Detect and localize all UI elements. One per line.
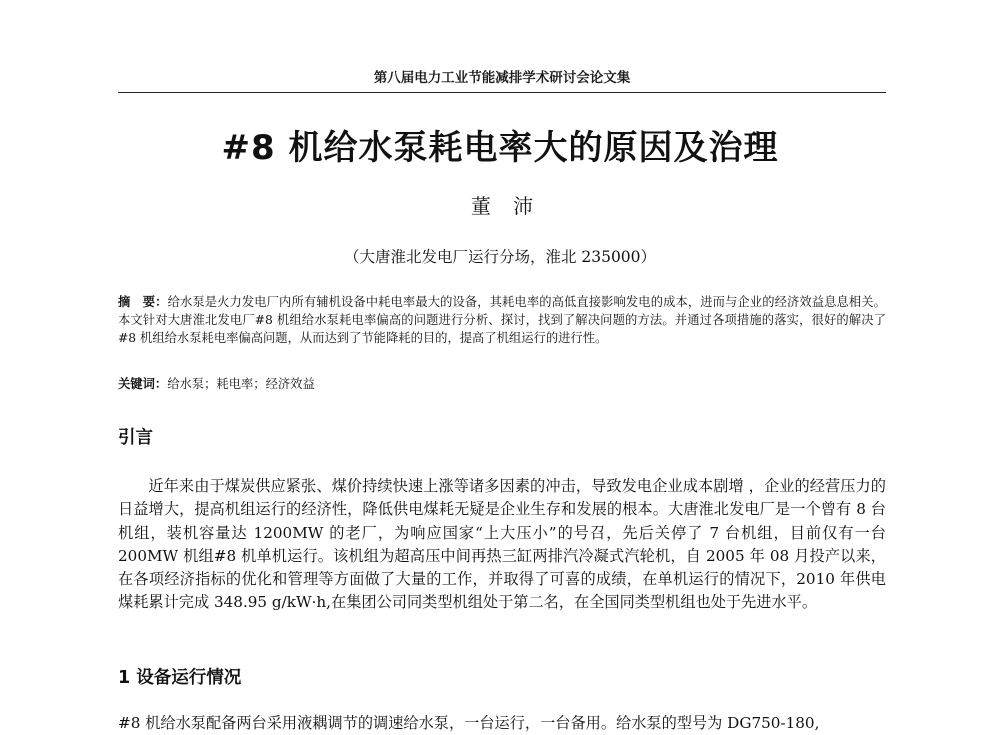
running-header: 第八届电力工业节能减排学术研讨会论文集	[373, 70, 631, 86]
abstract-label: 摘 要：	[118, 295, 168, 309]
author-affiliation: （大唐淮北发电厂运行分场，淮北 235000）	[343, 248, 657, 266]
abstract	[118, 293, 886, 347]
section1-heading: 1 设备运行情况	[118, 668, 242, 688]
abstract-text: 给水泵是火力发电厂内所有辅机设备中耗电率最大的设备，其耗电率的高低直接影响发电的成本，进而与企业的经济效益息息相关。本文针对大唐淮北发电厂#8 机组给水泵耗电率偏高的问题进行分析、探讨，找到了解决问题的方法。并通过各项措施的落实，很好的解决了#8 机组给水泵耗电率偏高问题，从而达到了节能降耗的目的，提高了机组运行的进行性。	[118, 295, 886, 345]
section1-paragraph: #8 机给水泵配备两台采用液耦调节的调速给水泵，一台运行，一台备用。给水泵的型号为 DG750-180,	[118, 714, 820, 732]
header-rule	[118, 92, 886, 93]
paper-title: #8 机给水泵耗电率大的原因及治理	[221, 128, 779, 168]
intro-paragraph: 近年来由于煤炭供应紧张、煤价持续快速上涨等诸多因素的冲击，导致发电企业成本剧增 ，企业的经营压力的日益增大，提高机组运行的经济性，降低供电煤耗无疑是企业生存和发展的根本。大唐淮北发电厂是一个曾有 8 台机组，装机容量达 1200MW 的老厂，为响应国家“上大压小”的号召，先后关停了 7 台机组，目前仅有一台 200MW 机组#8 机单机运行。该机组为超高压中间再热三缸两排汽冷凝式汽轮机，自 2005 年 08 月投产以来，在各项经济指标的优化和管理等方面做了大量的工作，并取得了可喜的成绩，在单机运行的情况下，2010 年供电煤耗累计完成 348.95 g/kW·h,在集团公司同类型机组处于第二名，在全国同类型机组也处于先进水平。	[118, 477, 886, 612]
keywords-label: 关键词：	[118, 377, 168, 391]
intro-heading: 引言	[118, 428, 153, 448]
keywords	[118, 375, 886, 393]
author-name: 董 沛	[470, 194, 542, 218]
keywords-text: 给水泵；耗电率；经济效益	[167, 377, 315, 391]
